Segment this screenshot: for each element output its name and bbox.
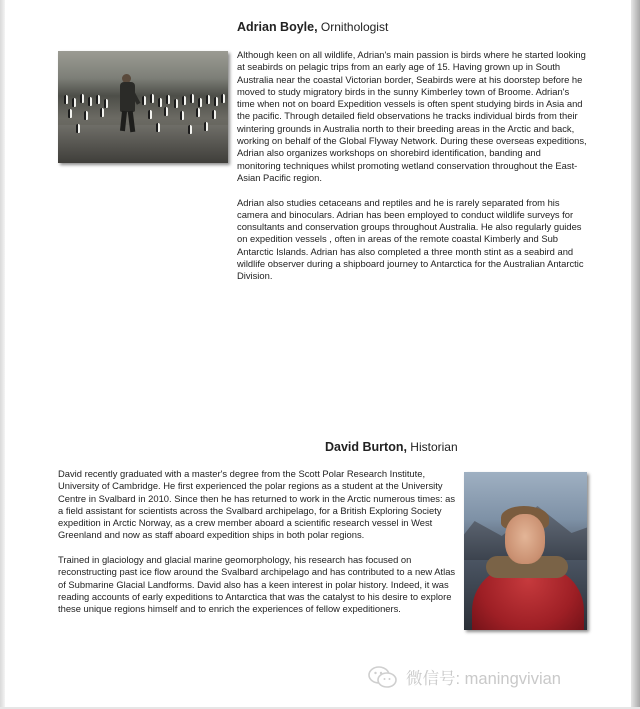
page-edge-left	[0, 0, 5, 709]
watermark-text: 微信号: maningvivian	[406, 670, 561, 688]
wechat-watermark	[368, 664, 561, 690]
wechat-icon	[368, 665, 398, 689]
bio-paragraph: Trained in glaciology and glacial marine geomorphology, his research has focused on reconstructing past ice flow around the Svalbard archipelago and has contributed to a new Atlas of Submarine Glacial Landforms. David also has a keen interest in polar history. Indeed, it was reading accounts of early expeditions to Antarctica that was the catalyst to his desire to explore these unique regions himself and to enrich the experiences of fellow expeditioners.	[58, 554, 456, 615]
bio-paragraph: Although keen on all wildlife, Adrian's main passion is birds where he started looking at seabirds on pelagic trips from an early age of 15. Having grown up in South Australia near the coastal Victorian border, Seabirds were at his doorstep before he moved to study migratory birds in the sunny Kimberley town of Broome. Adrian's time when not on board Expedition vessels is often spent studying birds in Asia and the pacific. Through detailed field observations he tracks individual birds from their wintering grounds in Australia north to their breeding areas in the Arctic and back, working on behalf of the Global Flyway Network. During these overseas expeditions, Adrian also organizes workshops on shorebird identification, banding and monitoring techniques whilst promoting wetland conservation throughout the East-Asian Pacific region.	[237, 49, 587, 183]
profile-role: Historian	[410, 440, 458, 454]
profile-heading-adrian	[237, 20, 388, 34]
bio-paragraph: Adrian also studies cetaceans and reptiles and he is rarely separated from his camera and binoculars. Adrian has been employed to conduct wildlife surveys for consultants and conservation groups throughout Australia. He also regularly guides on expedition vessels , often in areas of the remote coastal Kimberly and Sub Antarctic Islands. Adrian has also completed a three month stint as a seabird and wildlife observer during a shipboard journey to Antarctica for the Australian Antarctic Division.	[237, 196, 584, 282]
profile-name: David Burton,	[325, 440, 407, 454]
page-edge-right	[631, 0, 640, 709]
profile-bio-david	[58, 468, 456, 628]
profile-name: Adrian Boyle,	[237, 20, 318, 34]
profile-heading-david	[325, 440, 458, 454]
bio-paragraph: David recently graduated with a master's degree from the Scott Polar Research Institute, University of Cambridge. He first experienced the polar regions as a student at the University Centre in Svalbard in 2010. Since then he has returned to work in the Arctic numerous times: as a field assistant for scientists across the Svalbard archipelago, for a British Exploring Society expedition in Arctic Norway, as a crew member aboard a scientific research vessel in West Greenland and now as staff aboard expedition ships in both polar regions.	[58, 468, 456, 541]
david-portrait-photo	[464, 472, 587, 630]
adrian-penguin-colony-photo	[58, 51, 228, 163]
profile-bio-adrian	[237, 49, 587, 295]
profile-role: Ornithologist	[320, 20, 389, 34]
